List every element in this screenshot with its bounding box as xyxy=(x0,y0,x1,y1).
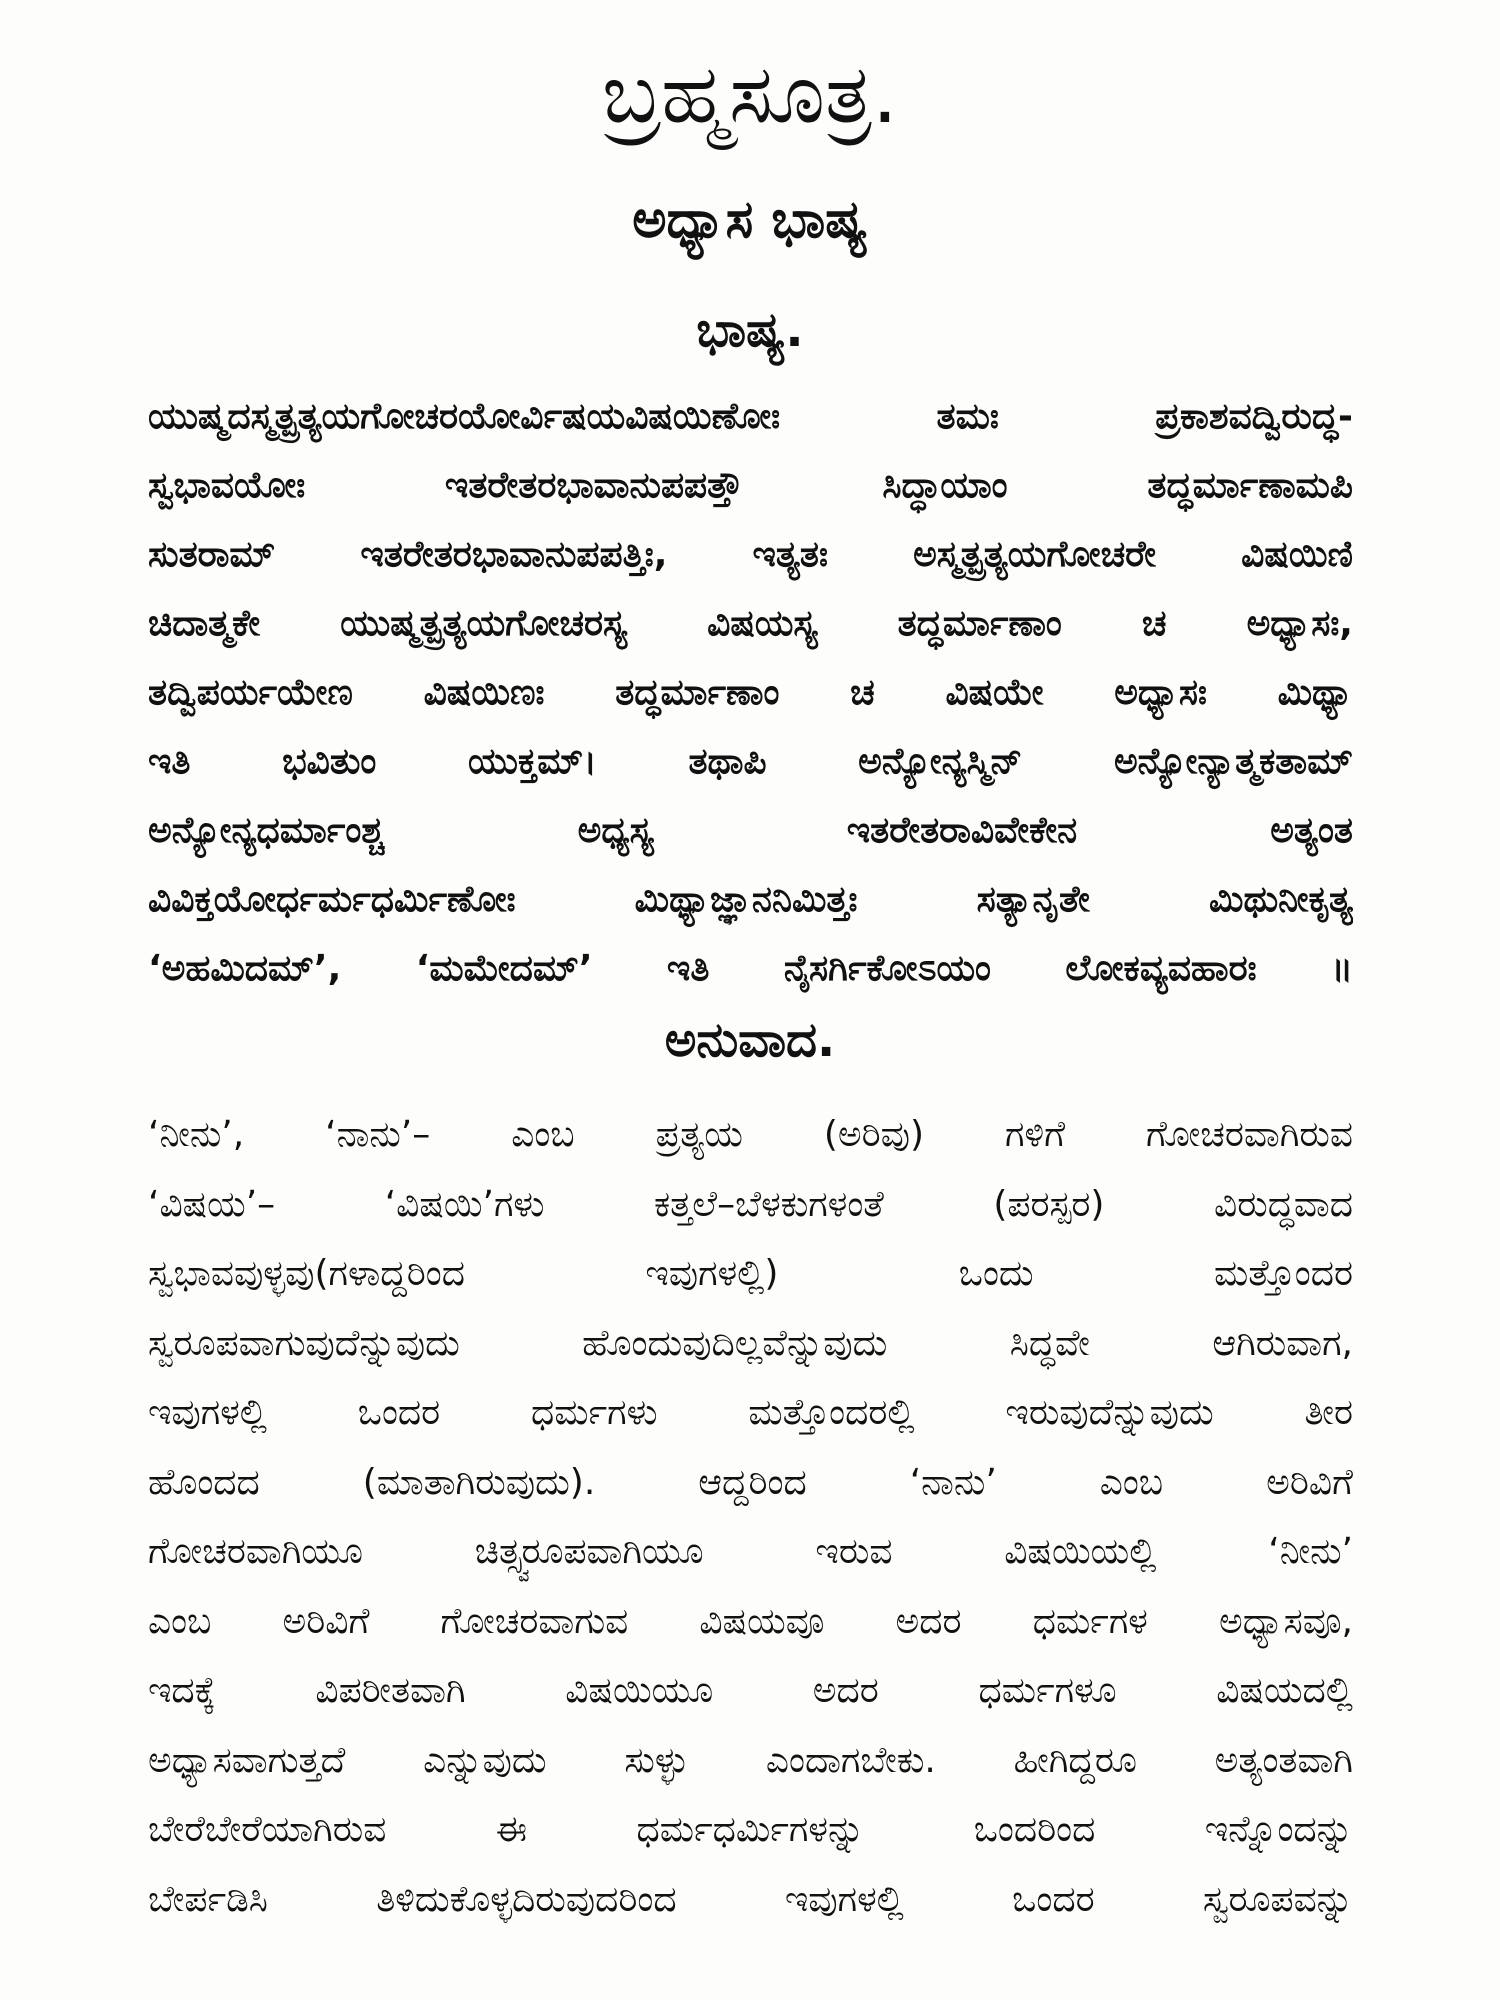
bhashya-line: ತದ್ವಿಪರ್ಯಯೇಣ ವಿಷಯಿಣಃ ತದ್ಧರ್ಮಾಣಾಂ ಚ ವಿಷಯೇ ಅಧ್ಯಾಸಃ ಮಿಥ್ಯಾ xyxy=(148,672,1353,713)
anuvada-line: ‘ವಿಷಯ’– ‘ವಿಷಯಿ’ಗಳು ಕತ್ತಲೆ–ಬೆಳಕುಗಳಂತೆ (ಪರಸ್ಪರ) ವಿರುದ್ಧವಾದ xyxy=(148,1183,1353,1225)
anuvada-line: ಬೇರೆಬೇರೆಯಾಗಿರುವ ಈ ಧರ್ಮಧರ್ಮಿಗಳನ್ನು ಒಂದರಿಂದ ಇನ್ನೊಂದನ್ನು xyxy=(148,1809,1353,1850)
bhashya-line: ಚಿದಾತ್ಮಕೇ ಯುಷ್ಮತ್ಪ್ರತ್ಯಯಗೋಚರಸ್ಯ ವಿಷಯಸ್ಯ ತದ್ಧರ್ಮಾಣಾಂ ಚ ಅಧ್ಯಾಸಃ, xyxy=(148,603,1353,644)
anuvada-line: ಸ್ವಭಾವವುಳ್ಳವು(ಗಳಾದ್ದರಿಂದ ಇವುಗಳಲ್ಲಿ) ಒಂದು ಮತ್ತೊಂದರ xyxy=(148,1253,1353,1294)
bhashya-line: ‘ಅಹಮಿದಮ್’, ‘ಮಮೇದಮ್’ ಇತಿ ನೈಸರ್ಗಿಕೋಽಯಂ ಲೋಕವ್ಯವಹಾರಃ ॥ xyxy=(148,948,1353,989)
page-title: ಬ್ರಹ್ಮಸೂತ್ರ. xyxy=(602,47,898,142)
bhashya-line: ಅನ್ಯೋನ್ಯಧರ್ಮಾಂಶ್ಚ ಅಧ್ಯಸ್ಯ ಇತರೇತರಾವಿವೇಕೇನ ಅತ್ಯಂತ xyxy=(148,810,1353,851)
section-heading-bhashya: ಭಾಷ್ಯ. xyxy=(696,302,804,358)
anuvada-line: ಅಧ್ಯಾಸವಾಗುತ್ತದೆ ಎನ್ನುವುದು ಸುಳ್ಳು ಎಂದಾಗಬೇಕು. ಹೀಗಿದ್ದರೂ ಅತ್ಯಂತವಾಗಿ xyxy=(148,1739,1353,1781)
bhashya-line: ಸ್ವಭಾವಯೋಃ ಇತರೇತರಭಾವಾನುಪಪತ್ತೌ ಸಿದ್ಧಾಯಾಂ ತದ್ಧರ್ಮಾಣಾಮಪಿ xyxy=(148,465,1353,506)
bhashya-line: ವಿವಿಕ್ತಯೋರ್ಧರ್ಮಧರ್ಮಿಣೋಃ ಮಿಥ್ಯಾಜ್ಞಾನನಿಮಿತ್ತಃ ಸತ್ಯಾನೃತೇ ಮಿಥುನೀಕೃತ್ಯ xyxy=(148,879,1353,920)
anuvada-line: ಎಂಬ ಅರಿವಿಗೆ ಗೋಚರವಾಗುವ ವಿಷಯವೂ ಅದರ ಧರ್ಮಗಳ ಅಧ್ಯಾಸವೂ, xyxy=(148,1600,1353,1642)
anuvada-paragraph xyxy=(148,1100,1353,1934)
anuvada-line: ‘ನೀನು’, ‘ನಾನು’– ಎಂಬ ಪ್ರತ್ಯಯ (ಅರಿವು) ಗಳಿಗೆ ಗೋಚರವಾಗಿರುವ xyxy=(148,1114,1353,1155)
anuvada-line: ಗೋಚರವಾಗಿಯೂ ಚಿತ್ಸ್ವರೂಪವಾಗಿಯೂ ಇರುವ ವಿಷಯಿಯಲ್ಲಿ ‘ನೀನು’ xyxy=(148,1531,1353,1572)
anuvada-line: ಹೊಂದದ (ಮಾತಾಗಿರುವುದು). ಆದ್ದರಿಂದ ‘ನಾನು’ ಎಂಬ ಅರಿವಿಗೆ xyxy=(148,1461,1353,1503)
bhashya-paragraph xyxy=(148,382,1353,1003)
bhashya-line: ಯುಷ್ಮದಸ್ಮತ್ಪ್ರತ್ಯಯಗೋಚರಯೋರ್ವಿಷಯವಿಷಯಿಣೋಃ ತಮಃ ಪ್ರಕಾಶವದ್ವಿರುದ್ಧ- xyxy=(148,396,1353,437)
page-subtitle: ಅಧ್ಯಾಸ ಭಾಷ್ಯ xyxy=(632,190,868,250)
bhashya-line: ಸುತರಾಮ್ ಇತರೇತರಭಾವಾನುಪಪತ್ತಿಃ, ಇತ್ಯತಃ ಅಸ್ಮತ್ಪ್ರತ್ಯಯಗೋಚರೇ ವಿಷಯಿಣಿ xyxy=(148,534,1353,575)
section-heading-anuvada: ಅನುವಾದ. xyxy=(664,1012,836,1068)
bhashya-line: ಇತಿ ಭವಿತುಂ ಯುಕ್ತಮ್। ತಥಾಪಿ ಅನ್ಯೋನ್ಯಸ್ಮಿನ್ ಅನ್ಯೋನ್ಯಾತ್ಮಕತಾಮ್ xyxy=(148,741,1353,782)
anuvada-line: ಬೇರ್ಪಡಿಸಿ ತಿಳಿದುಕೊಳ್ಳದಿರುವುದರಿಂದ ಇವುಗಳಲ್ಲಿ ಒಂದರ ಸ್ವರೂಪವನ್ನು xyxy=(148,1878,1353,1920)
anuvada-line: ಇವುಗಳಲ್ಲಿ ಒಂದರ ಧರ್ಮಗಳು ಮತ್ತೊಂದರಲ್ಲಿ ಇರುವುದೆನ್ನುವುದು ತೀರ xyxy=(148,1392,1353,1433)
anuvada-line: ಸ್ವರೂಪವಾಗುವುದೆನ್ನುವುದು ಹೊಂದುವುದಿಲ್ಲವೆನ್ನುವುದು ಸಿದ್ಧವೇ ಆಗಿರುವಾಗ, xyxy=(148,1322,1353,1364)
anuvada-line: ಇದಕ್ಕೆ ವಿಪರೀತವಾಗಿ ವಿಷಯಿಯೂ ಅದರ ಧರ್ಮಗಳೂ ವಿಷಯದಲ್ಲಿ xyxy=(148,1670,1353,1711)
